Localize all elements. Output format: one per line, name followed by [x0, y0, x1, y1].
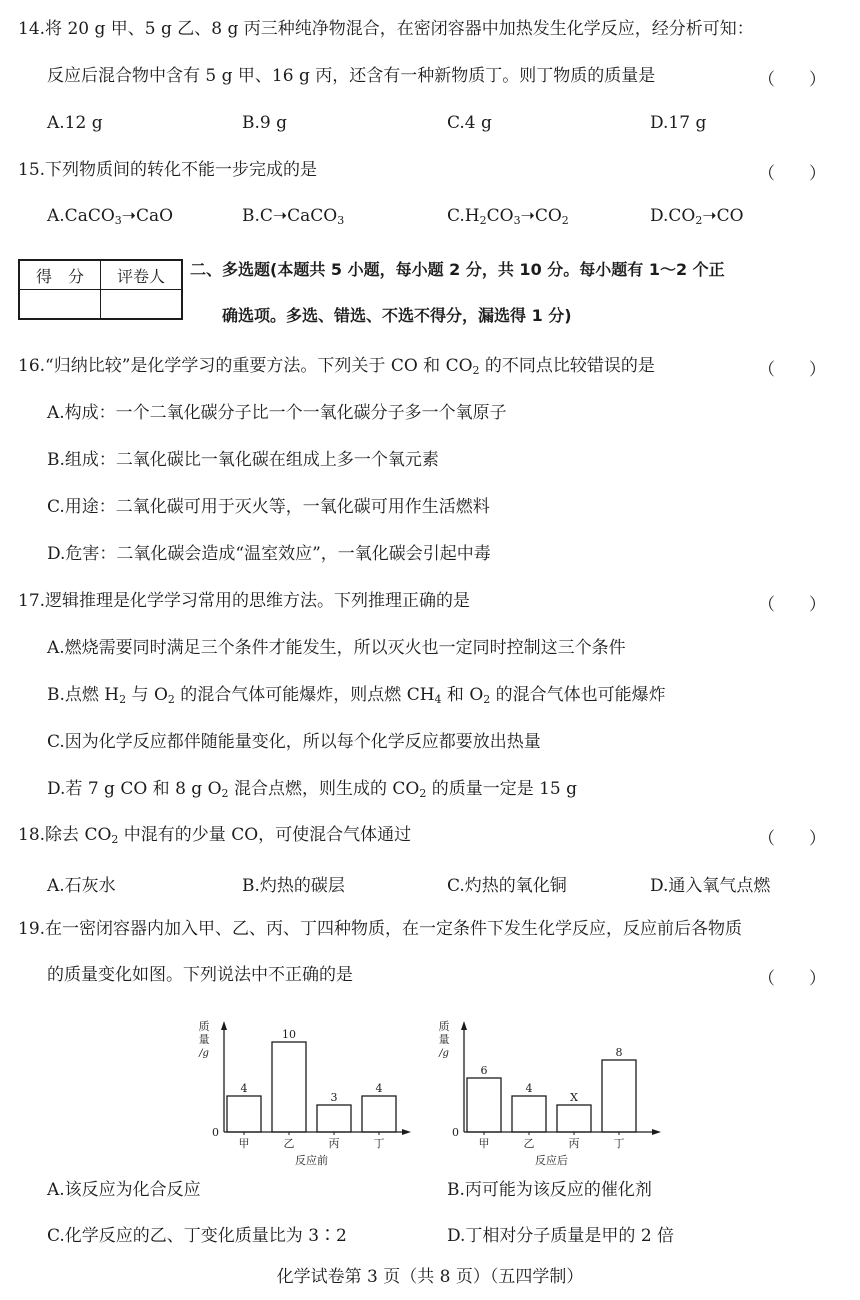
q18-answer-paren: （ ） — [758, 829, 826, 849]
q16-option-b: B.组成：二氧化碳比一氧化碳在组成上多一个氧元素 — [47, 450, 439, 470]
q14-option-a: A.12 g — [47, 113, 103, 133]
q16-option-d: D.危害：二氧化碳会造成“温室效应”，一氧化碳会引起中毒 — [47, 544, 491, 564]
data-label: 10 — [282, 1028, 296, 1041]
bar-乙 — [512, 1096, 546, 1132]
q15-option-c: $C.H_2CO_3➝CO_2$ — [447, 206, 569, 227]
grader-label: 评卷人 — [101, 260, 183, 290]
q17-option-a: A.燃烧需要同时满足三个条件才能发生，所以灭火也一定同时控制这三个条件 — [47, 638, 626, 658]
section2-heading-line2: 确选项。多选、错选、不选不得分，漏选得 1 分) — [222, 306, 572, 325]
q14-line1: 14.将 20 g 甲、5 g 乙、8 g 丙三种纯净物混合，在密闭容器中加热发生化学反应，经分析可知： — [18, 19, 754, 39]
data-label: 8 — [615, 1046, 623, 1059]
q17-option-c: C.因为化学反应都伴随能量变化，所以每个化学反应都要放出热量 — [47, 732, 541, 752]
q18-stem: 18.除去 $CO_2$ 中混有的少量 CO，可使混合气体通过 — [18, 825, 412, 846]
q15-option-a: A.CaCO$_3$➝CaO — [47, 206, 174, 227]
x-tick-label: 甲 — [238, 1137, 250, 1150]
q19-answer-paren: （ ） — [758, 969, 826, 989]
q18-option-a: A.石灰水 — [47, 876, 116, 896]
x-tick-label: 乙 — [283, 1137, 295, 1150]
q19-option-d: D.丁相对分子质量是甲的 2 倍 — [447, 1226, 675, 1246]
q15-answer-paren: （ ） — [758, 164, 826, 184]
q17-answer-paren: （ ） — [758, 595, 826, 615]
q19-option-c: C.化学反应的乙、丁变化质量比为 3∶2 — [47, 1226, 347, 1246]
y-axis-label: /g — [199, 1048, 209, 1059]
x-tick-label: 甲 — [478, 1137, 490, 1150]
bar-丙 — [317, 1105, 351, 1132]
bar-甲 — [227, 1096, 261, 1132]
grader-field[interactable] — [101, 290, 183, 320]
y-axis-arrow — [221, 1021, 227, 1030]
data-label: 6 — [480, 1064, 488, 1077]
section2-heading-line1: 二、多选题(本题共 5 小题，每小题 2 分，共 10 分。每小题有 1～2 个正 — [190, 260, 725, 279]
q14-option-d: D.17 g — [650, 113, 707, 133]
q14-answer-paren: （ ） — [758, 70, 826, 90]
x-tick-label: 丁 — [373, 1137, 385, 1150]
y-axis-label: 量 — [438, 1033, 450, 1046]
x-axis-arrow — [402, 1129, 411, 1135]
bar-丁 — [602, 1060, 636, 1132]
q19-option-b: B.丙可能为该反应的催化剂 — [447, 1180, 652, 1200]
q16-option-a: A.构成：一个二氧化碳分子比一个一氧化碳分子多一个氧原子 — [47, 403, 507, 423]
q14-line2: 反应后混合物中含有 5 g 甲、16 g 丙，还含有一种新物质丁。则丁物质的质量是 — [47, 66, 656, 86]
y-axis-label: 质 — [438, 1020, 450, 1033]
page-footer: 化学试卷第 3 页（共 8 页）（五四学制） — [276, 1267, 584, 1287]
q17-stem: 17.逻辑推理是化学学习常用的思维方法。下列推理正确的是 — [18, 591, 471, 611]
q19-option-a: A.该反应为化合反应 — [47, 1180, 201, 1200]
score-field[interactable] — [19, 290, 101, 320]
origin-label: 0 — [452, 1126, 459, 1139]
bar-甲 — [467, 1078, 501, 1132]
data-label: 4 — [240, 1082, 248, 1095]
q14-option-b: B.9 g — [242, 113, 287, 133]
bar-乙 — [272, 1042, 306, 1132]
q18-option-b: B.灼热的碳层 — [242, 876, 345, 896]
q19-line1: 19.在一密闭容器内加入甲、乙、丙、丁四种物质，在一定条件下发生化学反应，反应前后各物质 — [18, 919, 743, 939]
origin-label: 0 — [212, 1126, 219, 1139]
q17-option-d: D.若 7 g CO 和 8 g $O_2$ 混合点燃，则生成的 $CO_2$ 的质量一定是 15 g — [47, 779, 578, 800]
q14-option-c: C.4 g — [447, 113, 492, 133]
q15-stem: 15.下列物质间的转化不能一步完成的是 — [18, 160, 318, 180]
score-box — [18, 259, 183, 320]
y-axis-label: 量 — [198, 1033, 210, 1046]
score-label: 得 分 — [19, 260, 101, 290]
q15-option-d: $D.CO_2➝CO$ — [650, 206, 744, 227]
chart-title: 反应后 — [535, 1154, 568, 1167]
chart-title: 反应前 — [295, 1154, 328, 1167]
q18-option-d: D.通入氧气点燃 — [650, 876, 771, 896]
q16-stem: 16.“归纳比较”是化学学习的重要方法。下列关于 CO 和 $CO_2$ 的不同点比较错误的是 — [18, 356, 655, 377]
x-axis-arrow — [652, 1129, 661, 1135]
bar-chart-after — [430, 1018, 670, 1170]
q16-option-c: C.用途：二氧化碳可用于灭火等，一氧化碳可用作生活燃料 — [47, 497, 490, 517]
x-tick-label: 乙 — [523, 1137, 535, 1150]
q19-line2: 的质量变化如图。下列说法中不正确的是 — [47, 965, 353, 985]
y-axis-label: 质 — [198, 1020, 210, 1033]
bar-丁 — [362, 1096, 396, 1132]
data-label: 4 — [375, 1082, 383, 1095]
y-axis-arrow — [461, 1021, 467, 1030]
q16-answer-paren: （ ） — [758, 360, 826, 380]
bar-chart-before — [190, 1018, 420, 1170]
data-label: 3 — [330, 1091, 338, 1104]
x-tick-label: 丁 — [613, 1137, 625, 1150]
q17-option-b: B.点燃 $H_2$ 与 $O_2$ 的混合气体可能爆炸，则点燃 $CH_4$ 和 $O_2$ 的混合气体也可能爆炸 — [47, 685, 666, 706]
q18-option-c: C.灼热的氧化铜 — [447, 876, 567, 896]
q15-option-b: B.C➝CaCO$_3$ — [242, 206, 345, 227]
data-label: X — [570, 1091, 578, 1104]
x-tick-label: 丙 — [568, 1137, 580, 1150]
bar-丙 — [557, 1105, 591, 1132]
y-axis-label: /g — [439, 1048, 449, 1059]
x-tick-label: 丙 — [328, 1137, 340, 1150]
data-label: 4 — [525, 1082, 533, 1095]
